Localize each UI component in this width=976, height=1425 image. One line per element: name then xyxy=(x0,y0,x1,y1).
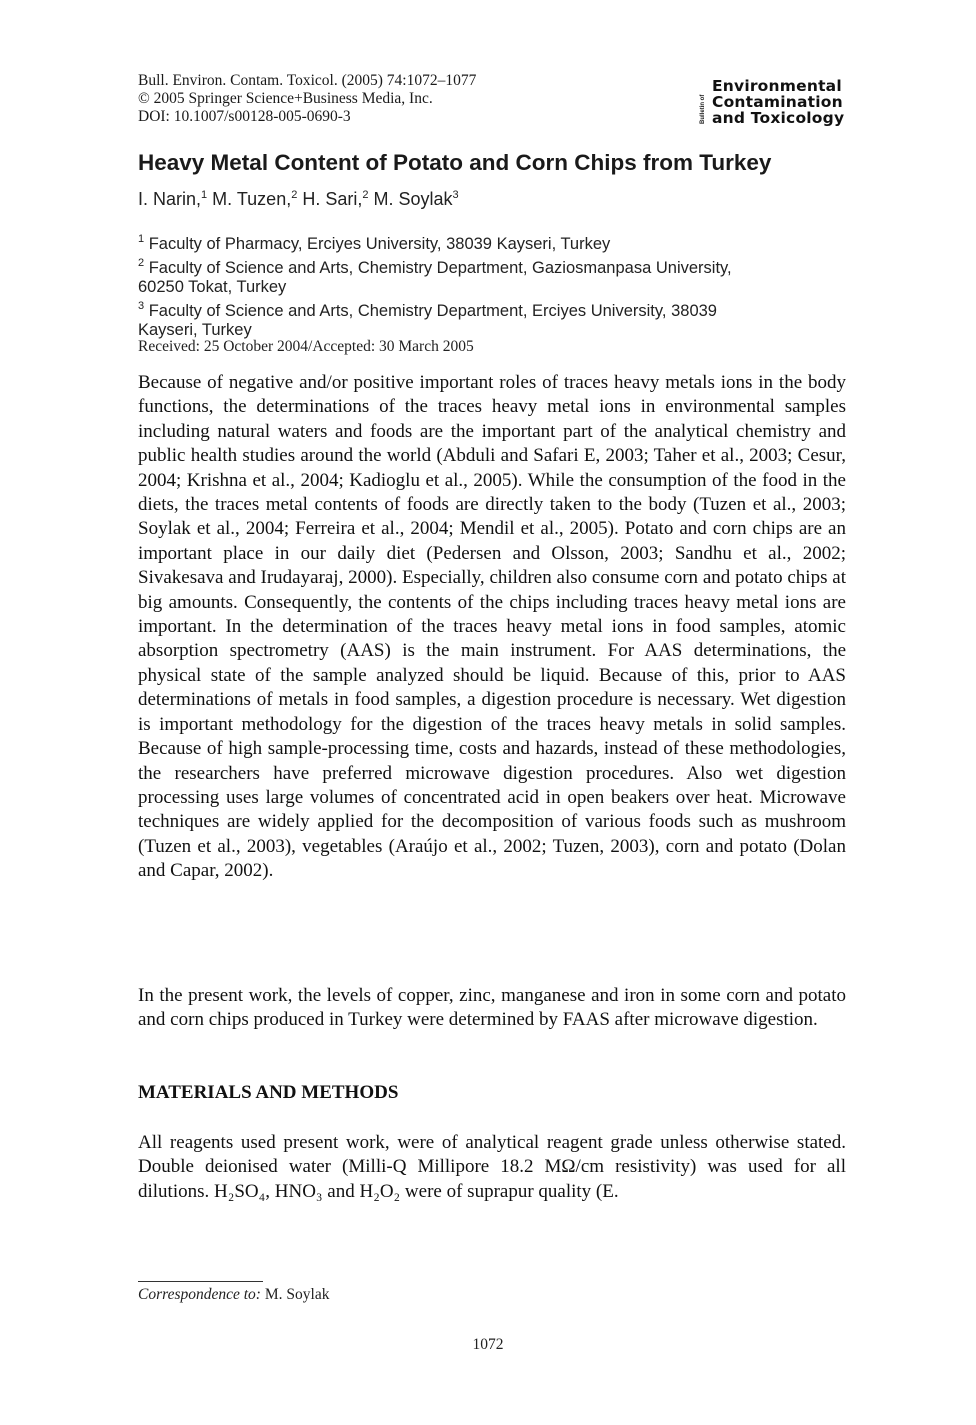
citation-line: DOI: 10.1007/s00128-005-0690-3 xyxy=(138,108,351,125)
section-heading: MATERIALS AND METHODS xyxy=(138,1082,399,1103)
page-number: 1072 xyxy=(472,1336,504,1353)
affiliation-line: $^2$ Faculty of Science and Arts, Chemistry Department, Gaziosmanpasa University, xyxy=(138,257,732,277)
received-dates: Received: 25 October 2004/Accepted: 30 March 2005 xyxy=(138,338,474,355)
citation-block xyxy=(138,72,476,126)
article-title: Heavy Metal Content of Potato and Corn Chips from Turkey xyxy=(138,150,772,175)
affiliation-line: $^1$ Faculty of Pharmacy, Erciyes University, 38039 Kayseri, Turkey xyxy=(138,233,611,253)
logo-line-contamination: Contamination xyxy=(712,93,843,111)
footnote-divider xyxy=(138,1281,263,1282)
journal-logo xyxy=(700,76,870,126)
footnote-name: M. Soylak xyxy=(264,1286,330,1303)
methods-paragraph: All reagents used present work, were of analytical reagent grade unless otherwise stated. Double deionised water (Milli-Q Millipore 18.2 MΩ/cm resistivity) was used for all dilutions. H₂SO₄, HNO₃ and H₂O₂ were of suprapur quality (E. xyxy=(138,1132,846,1202)
aim-paragraph: In the present work, the levels of copper, zinc, manganese and iron in some corn and potato and corn chips produced in Turkey were determined by FAAS after microwave digestion. xyxy=(138,985,846,1031)
affiliation-line: 60250 Tokat, Turkey xyxy=(138,278,287,296)
author-affil-ref: 2 xyxy=(291,189,298,201)
logo-line-environmental: Environmental xyxy=(712,77,842,95)
intro-paragraph: Because of negative and/or positive important roles of traces heavy metals ions in the body functions, the determinations of the traces heavy metal ions in environmental samples including natural waters and foods are the important part of the analytical chemistry and public health studies around the world (Abduli and Safari E, 2003; Taher et al., 2003; Cesur, 2004; Krishna et al., 2004; Kadioglu et al., 2005). While the consumption of the food in the diets, the traces metal contents of foods are directly taken to the body (Tuzen et al., 2003; Soylak et al., 2004; Ferreira et al., 2004; Mendil et al., 2005). Potato and corn chips are an important place in our daily diet (Pedersen and Olsson, 2003; Sandhu et al., 2002; Sivakesava and Irudayaraj, 2000). Especially, children also consume corn and potato chips at big amounts. Consequently, the contents of the chips including traces heavy metal ions are important. In the determination of the traces heavy metal ions in food samples, atomic absorption spectrometry (AAS) is the main instrument. For AAS determinations, the physical state of the sample analyzed should be liquid. Because of this, prior to AAS determinations of metals in food samples, a digestion procedure is necessary. Wet digestion is important methodology for the digestion of the traces heavy metals in solid samples. Because of high sample-processing time, costs and hazards, instead of these methodologies, the researchers have preferred microwave digestion procedures. Also wet digestion processing uses large volumes of concentrated acid in open beakers over heat. Microwave techniques are widely applied for the decomposition of various foods such as mushroom (Tuzen et al., 2003), vegetables (Araújo et al., 2002; Tuzen, 2003), corn and potato (Dolan and Capar, 2002). xyxy=(138,372,846,882)
logo-bulletin-tag: Bulletin of xyxy=(700,94,706,124)
footnote-label: Correspondence to: xyxy=(138,1286,261,1303)
author-affil-ref: 1 xyxy=(201,189,208,201)
author-affil-ref: 2 xyxy=(362,189,369,201)
author-name: H. Sari, xyxy=(302,189,363,209)
correspondence-footnote xyxy=(138,1286,329,1304)
affiliation-line: Kayseri, Turkey xyxy=(138,321,252,339)
citation-line: Bull. Environ. Contam. Toxicol. (2005) 74:1072–1077 xyxy=(138,72,477,89)
author-list xyxy=(138,189,459,210)
author-affil-ref: 3 xyxy=(452,189,459,201)
affiliations xyxy=(138,230,838,340)
author-name: M. Soylak xyxy=(373,189,453,209)
affiliation-line: $^3$ Faculty of Science and Arts, Chemistry Department, Erciyes University, 38039 xyxy=(138,300,717,320)
citation-line: © 2005 Springer Science+Business Media, Inc. xyxy=(138,90,433,107)
author-name: I. Narin, xyxy=(138,189,202,209)
logo-line-toxicology: and Toxicology xyxy=(712,109,845,127)
author-name: M. Tuzen, xyxy=(212,189,292,209)
